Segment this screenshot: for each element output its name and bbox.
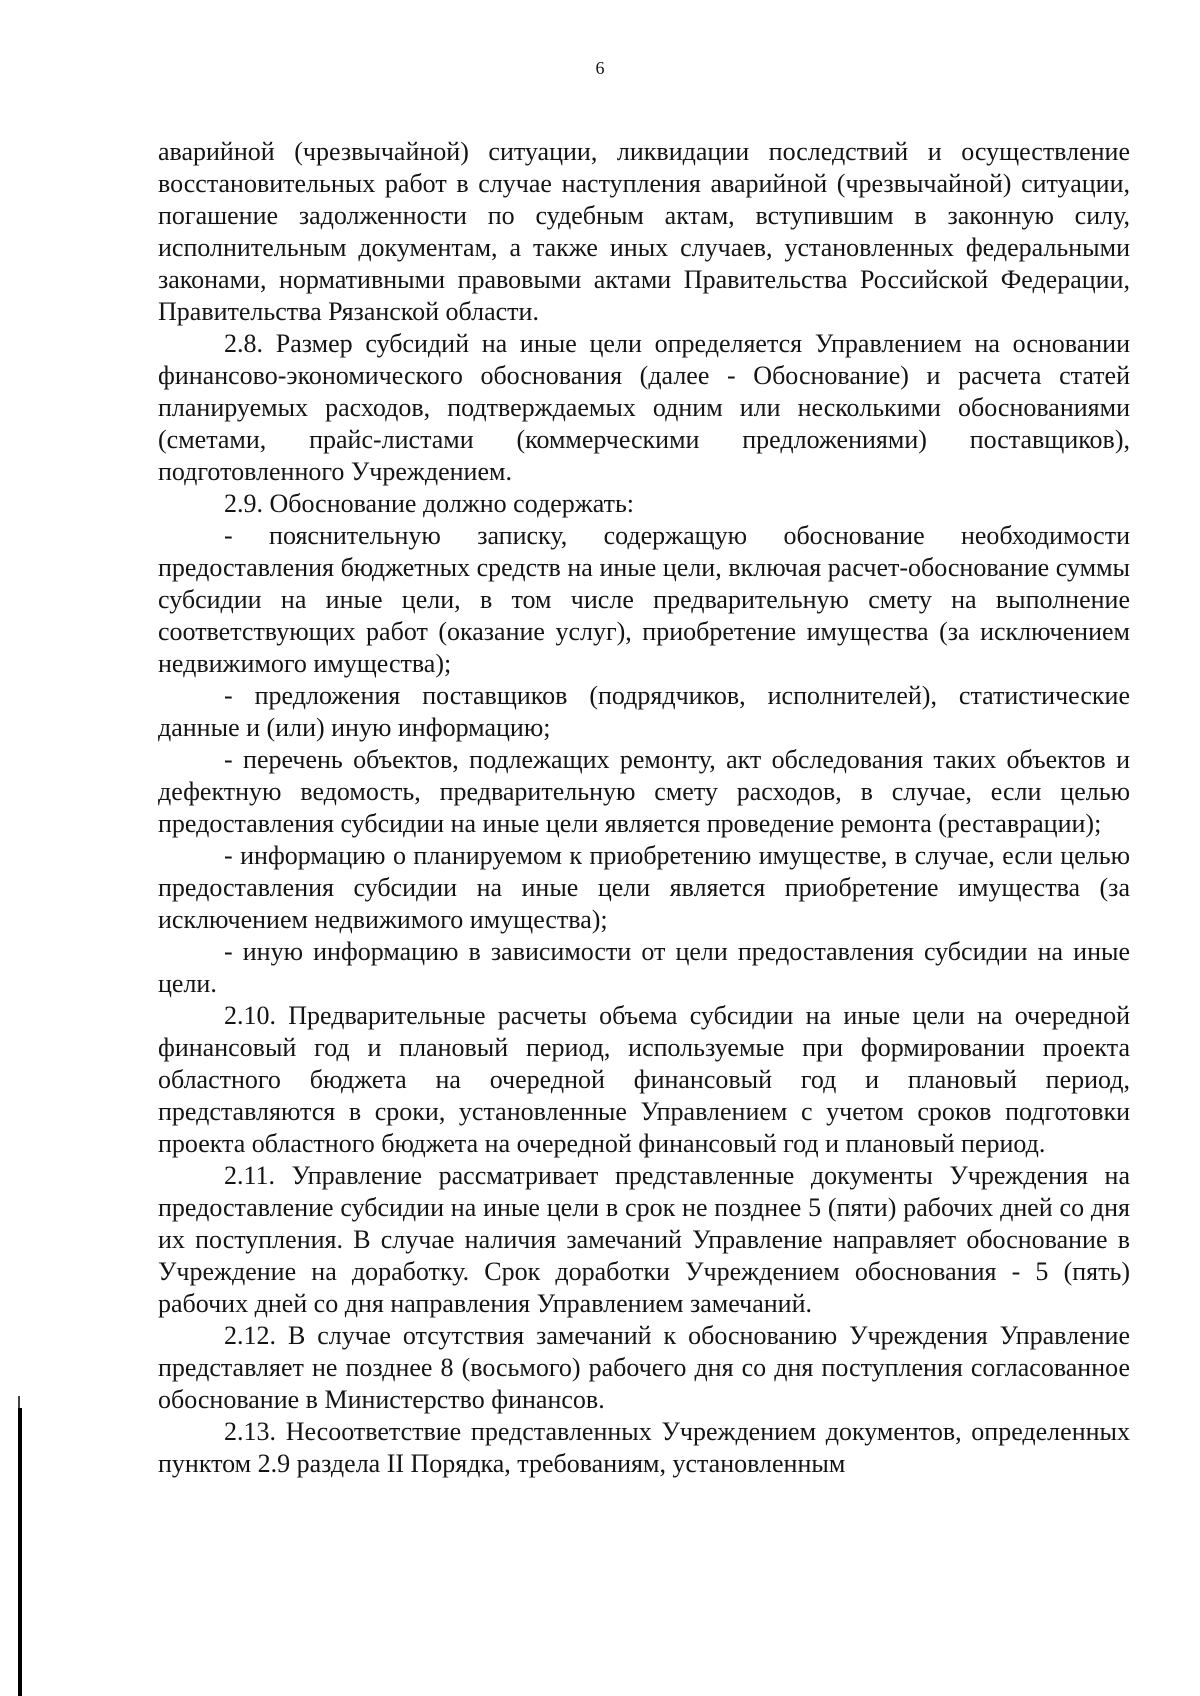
- list-item-supplier-proposals: - предложения поставщиков (подрядчиков, исполнителей), статистические данные и (или) иную информацию;: [158, 681, 1130, 742]
- list-item-explanatory-note: - пояснительную записку, содержащую обоснование необходимости предоставления бюджетных средств на иные цели, включая расчет-обоснование суммы субсидии на иные цели, в том числе предварительную смету на выполнение соответствующих работ (оказание услуг), приобретение имущества (за исключением недвижимого имущества);: [158, 521, 1130, 678]
- document-body: [158, 136, 1130, 1480]
- page-number: 6: [595, 58, 605, 78]
- paragraph-2-11: 2.11. Управление рассматривает представленные документы Учреждения на предоставление субсидии на иные цели в срок не позднее 5 (пяти) рабочих дней со дня их поступления. В случае наличия замечаний Управление направляет обоснование в Учреждение на доработку. Срок доработки Учреждением обоснования - 5 (пять) рабочих дней со дня направления Управлением замечаний.: [158, 1161, 1130, 1318]
- scan-artifact-bar: [18, 1408, 22, 1696]
- paragraph-2-12: 2.12. В случае отсутствия замечаний к обоснованию Учреждения Управление представляет не позднее 8 (восьмого) рабочего дня со дня поступления согласованное обоснование в Министерство финансов.: [158, 1321, 1130, 1414]
- paragraph-continuation: аварийной (чрезвычайной) ситуации, ликвидации последствий и осуществление восстановительных работ в случае наступления аварийной (чрезвычайной) ситуации, погашение задолженности по судебным актам, вступившим в законную силу, исполнительным документам, а также иных случаев, установленных федеральными законами, нормативными правовыми актами Правительства Российской Федерации, Правительства Рязанской области.: [158, 137, 1130, 326]
- paragraph-2-9: 2.9. Обоснование должно содержать:: [224, 489, 635, 518]
- list-item-property-info: - информацию о планируемом к приобретению имуществе, в случае, если целью предоставления субсидии на иные цели является приобретение имущества (за исключением недвижимого имущества);: [158, 841, 1130, 934]
- paragraph-2-8: 2.8. Размер субсидий на иные цели определяется Управлением на основании финансово-экономического обоснования (далее - Обоснование) и расчета статей планируемых расходов, подтверждаемых одним или несколькими обоснованиями (сметами, прайс-листами (коммерческими предложениями) поставщиков), подготовленного Учреждением.: [158, 329, 1130, 486]
- list-item-other-info: - иную информацию в зависимости от цели предоставления субсидии на иные цели.: [158, 937, 1130, 998]
- paragraph-2-13: 2.13. Несоответствие представленных Учреждением документов, определенных пунктом 2.9 раздела II Порядка, требованиям, установленным: [158, 1417, 1130, 1478]
- scan-artifact-tip: [18, 1396, 20, 1408]
- list-item-repair-objects: - перечень объектов, подлежащих ремонту, акт обследования таких объектов и дефектную ведомость, предварительную смету расходов, в случае, если целью предоставления субсидии на иные цели является проведение ремонта (реставрации);: [158, 745, 1130, 838]
- paragraph-2-10: 2.10. Предварительные расчеты объема субсидии на иные цели на очередной финансовый год и плановый период, используемые при формировании проекта областного бюджета на очередной финансовый год и плановый период, представляются в сроки, установленные Управлением с учетом сроков подготовки проекта областного бюджета на очередной финансовый год и плановый период.: [158, 1001, 1130, 1158]
